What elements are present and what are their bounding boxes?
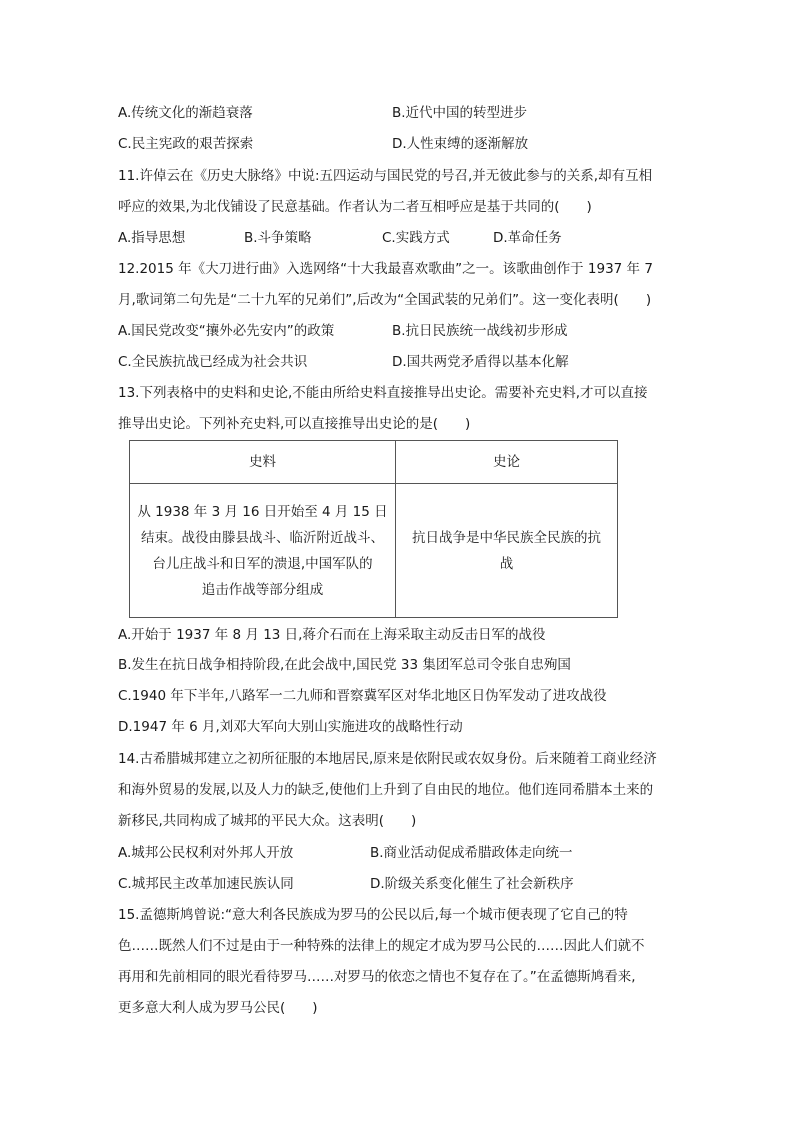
q15-stem-line4: 更多意大利人成为罗马公民( ): [118, 1000, 318, 1016]
table-header-source: 史料: [130, 441, 396, 484]
q10-option-c: C.民主宪政的艰苦探索: [118, 136, 254, 152]
source-line-1: 从 1938 年 3 月 16 日开始至 4 月 15 日: [137, 503, 388, 520]
argument-line-1: 抗日战争是中华民族全民族的抗: [412, 529, 601, 546]
q11-stem-line2: 呼应的效果,为北伐铺设了民意基础。作者认为二者互相呼应是基于共同的( ): [118, 199, 592, 215]
q13-stem-line1: 13.下列表格中的史料和史论,不能由所给史料直接推导出史论。需要补充史料,才可以直接: [118, 385, 648, 401]
q13-option-c: C.1940 年下半年,八路军一二九师和晋察冀军区对华北地区日伪军发动了进攻战役: [118, 688, 607, 704]
q13-stem-line2: 推导出史论。下列补充史料,可以直接推导出史论的是( ): [118, 416, 471, 432]
q11-option-a: A.指导思想: [118, 230, 186, 246]
table-header-argument: 史论: [396, 441, 618, 484]
table-cell-source: [130, 484, 396, 618]
source-argument-table: [129, 440, 618, 618]
q11-stem-line1: 11.许倬云在《历史大脉络》中说:五四运动与国民党的号召,并无彼此参与的关系,却有互相: [118, 168, 653, 184]
table-cell-argument: [396, 484, 618, 618]
q14-option-a: A.城邦公民权利对外邦人开放: [118, 845, 294, 861]
q14-stem-line1: 14.古希腊城邦建立之初所征服的本地居民,原来是依附民或农奴身份。后来随着工商业经济: [118, 751, 657, 767]
q12-option-c: C.全民族抗战已经成为社会共识: [118, 354, 308, 370]
q13-option-a: A.开始于 1937 年 8 月 13 日,蒋介石而在上海采取主动反击日军的战役: [118, 627, 546, 643]
argument-line-2: 战: [499, 555, 514, 572]
q14-stem-line2: 和海外贸易的发展,以及人力的缺乏,使他们上升到了自由民的地位。他们连同希腊本土来的: [118, 782, 654, 798]
q11-option-b: B.斗争策略: [244, 230, 312, 246]
q15-stem-line1: 15.孟德斯鸠曾说:“意大利各民族成为罗马的公民以后,每一个城市便表现了它自己的特: [118, 907, 628, 923]
source-line-3: 台儿庄战斗和日军的溃退,中国军队的: [152, 555, 373, 572]
q12-stem-line2: 月,歌词第二句先是“二十九军的兄弟们”,后改为“全国武装的兄弟们”。这一变化表明( ): [118, 292, 652, 308]
q12-option-a: A.国民党改变“攘外必先安内”的政策: [118, 323, 335, 339]
q12-stem-line1: 12.2015 年《大刀进行曲》入选网络“十大我最喜欢歌曲”之一。该歌曲创作于 1937 年 7: [118, 261, 653, 277]
q12-option-d: D.国共两党矛盾得以基本化解: [392, 354, 569, 370]
q14-option-b: B.商业活动促成希腊政体走向统一: [370, 845, 573, 861]
q14-stem-line3: 新移民,共同构成了城邦的平民大众。这表明( ): [118, 813, 417, 829]
source-line-4: 追击作战等部分组成: [201, 581, 324, 598]
q11-option-d: D.革命任务: [493, 230, 562, 246]
q14-option-d: D.阶级关系变化催生了社会新秩序: [370, 876, 574, 892]
q14-option-c: C.城邦民主改革加速民族认同: [118, 876, 294, 892]
q13-option-b: B.发生在抗日战争相持阶段,在此会战中,国民党 33 集团军总司令张自忠殉国: [118, 657, 571, 673]
q10-option-b: B.近代中国的转型进步: [392, 105, 528, 121]
q10-option-d: D.人性束缚的逐渐解放: [392, 136, 529, 152]
q15-stem-line2: 色……既然人们不过是由于一种特殊的法律上的规定才成为罗马公民的……因此人们就不: [118, 938, 645, 954]
q15-stem-line3: 再用和先前相同的眼光看待罗马……对罗马的依恋之情也不复存在了。”在孟德斯鸠看来,: [118, 969, 636, 985]
q12-option-b: B.抗日民族统一战线初步形成: [392, 323, 568, 339]
q10-option-a: A.传统文化的渐趋衰落: [118, 105, 253, 121]
q13-option-d: D.1947 年 6 月,刘邓大军向大别山实施进攻的战略性行动: [118, 719, 463, 735]
q11-option-c: C.实践方式: [382, 230, 450, 246]
source-line-2: 结束。战役由滕县战斗、临沂附近战斗、: [141, 529, 384, 546]
